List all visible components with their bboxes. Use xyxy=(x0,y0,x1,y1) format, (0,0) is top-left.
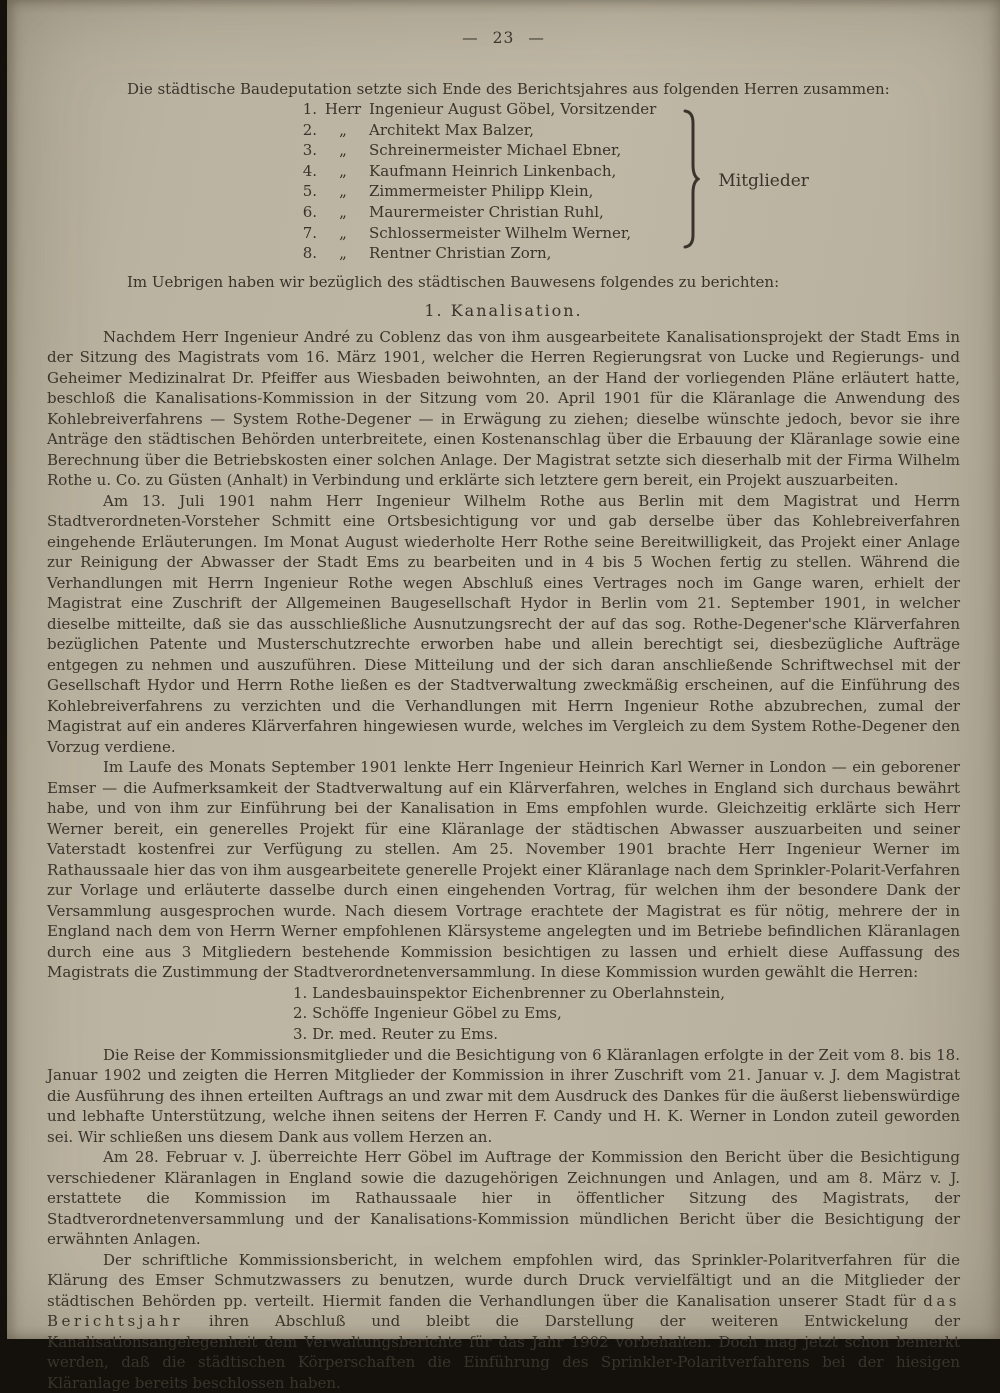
member-prefix: „ xyxy=(339,182,347,201)
paragraph-februar: Am 28. Februar v. J. überreichte Herr Göbel im Auftrage der Kommission den Bericht über die Besichtigung verschiedener Kläranlagen in England sowie die dazugehörigen Zeichnungen und Anlagen, und am 8. März v. J. erstattete die Kommission im Rathaussaale hier in öffentlicher Sitzung des Magistrats, der Stadtverordnetenversammlung und der Kanalisations-Kommission mündlichen Bericht über die Besichtigung der erwähnten Anlagen. xyxy=(47,1148,960,1249)
list-item xyxy=(285,181,656,202)
paragraph-juli: Am 13. Juli 1901 nahm Herr Ingenieur Wilhelm Rothe aus Berlin mit dem Magistrat und Herrn Stadtverordneten-Vorsteher Schmitt eine Ortsbesichtigung vor und gab derselbe über das Kohlebreiverfahren eingehende Erläuterungen. Im Monat August wiederholte Herr Rothe seine Bereitwilligkeit, das Projekt einer Anlage zur Reinigung der Abwasser der Stadt Ems zu bearbeiten und in 4 bis 5 Wochen fertig zu stellen. Während die Verhandlungen mit Herrn Ingenieur Rothe wegen Abschluß eines Vertrages noch im Gange waren, erhielt der Magistrat eine Zuschrift der Allgemeinen Baugesellschaft Hydor in Berlin vom 21. September 1901, in welcher dieselbe mitteilte, daß sie das ausschließliche Ausnutzungsrecht der auf das sog. Rothe-Degener'sche Klärverfahren bezüglichen Patente und Musterschutzrechte erworben habe und allein berechtigt sei, diesbezügliche Aufträge entgegen zu nehmen und auszuführen. Diese Mitteilung und der sich daran anschließende Schriftwechsel mit der Gesellschaft Hydor und Herrn Rothe ließen es der Stadtverwaltung zweckmäßig erscheinen, auf die Einführung des Kohlebreiverfahrens zu verzichten und die Verhandlungen mit Herrn Ingenieur Rothe abzubrechen, zumal der Magistrat auf ein anderes Klärverfahren hingewiesen wurde, welches im Vergleich zu dem System Rothe-Degener den Vorzug verdiene. xyxy=(47,491,960,756)
curly-brace-icon xyxy=(682,109,700,255)
page-number-dash-left: — xyxy=(462,29,479,47)
member-name: Rentner Christian Zorn, xyxy=(369,244,552,263)
member-prefix: „ xyxy=(339,120,347,139)
member-prefix: „ xyxy=(339,202,347,221)
paragraph-bericht-emphasis: das Berichtsjahr xyxy=(47,1291,960,1331)
member-prefix: „ xyxy=(339,161,347,180)
member-number: 6. xyxy=(302,202,317,221)
member-number: 8. xyxy=(302,244,317,263)
member-prefix: Herr xyxy=(324,100,362,118)
list-item xyxy=(285,161,656,182)
section-heading: 1. Kanalisation. xyxy=(424,301,583,321)
members-brace-label: Mitglieder xyxy=(718,171,809,192)
deputation-members-block xyxy=(47,99,960,264)
list-item xyxy=(285,120,656,141)
list-item xyxy=(285,99,656,120)
member-name: Schlossermeister Wilhelm Werner, xyxy=(369,223,632,242)
member-number: 3. xyxy=(302,141,317,160)
member-name: Architekt Max Balzer, xyxy=(369,120,535,139)
page-number-value: 23 xyxy=(492,29,515,47)
scanned-page xyxy=(7,0,1000,1392)
member-prefix: „ xyxy=(339,244,347,263)
list-item: 1. Landesbauinspektor Eichenbrenner zu Oberlahnstein, xyxy=(293,983,726,1002)
list-item: 3. Dr. med. Reuter zu Ems. xyxy=(293,1024,499,1043)
paragraph-bericht-end: ihren Abschluß und bleibt die Darstellung der weiteren Entwickelung der Kanalisationsangelegenheit dem Verwaltungsberichte für das Jahr 1902 vorbehalten. Doch mag jetzt schon bemerkt werden, daß die städtischen Körperschaften die Einführung des Sprinkler-Polaritverfahrens bei der hiesigen Kläranlage bereits beschlossen haben. xyxy=(47,1312,960,1392)
member-number: 7. xyxy=(302,223,317,242)
list-item xyxy=(285,223,656,244)
member-name: Zimmermeister Philipp Klein, xyxy=(369,182,594,201)
members-brace-group xyxy=(682,109,809,255)
member-number: 5. xyxy=(302,182,317,201)
member-number: 4. xyxy=(302,161,317,180)
page-number-dash-right: — xyxy=(528,29,545,47)
paragraph-reise: Die Reise der Kommissionsmitglieder und die Besichtigung von 6 Kläranlagen erfolgte in der Zeit vom 8. bis 18. Januar 1902 und zeigten die Herren Mitglieder der Kommission in ihrer Zuschrift vom 21. Januar v. J. dem Magistrat die Ausführung des ihnen erteilten Auftrags an und zwar mit dem Ausdruck des Dankes für die äußerst liebenswürdige und lebhafte Unterstützung, welche ihnen seitens der Herren F. Candy und H. K. Werner in London zuteil geworden sei. Wir schließen uns diesem Dank aus vollem Herzen an. xyxy=(47,1045,960,1146)
member-number: 1. xyxy=(302,100,317,118)
page-content xyxy=(47,28,960,1393)
transition-sentence: Im Uebrigen haben wir bezüglich des städtischen Bauwesens folgendes zu berichten: xyxy=(127,272,780,291)
member-name: Ingenieur August Göbel, Vorsitzender xyxy=(369,100,657,118)
member-prefix: „ xyxy=(339,223,347,242)
list-item xyxy=(285,243,656,264)
list-item: 2. Schöffe Ingenieur Göbel zu Ems, xyxy=(293,1004,562,1023)
list-item xyxy=(285,202,656,223)
member-name: Kaufmann Heinrich Linkenbach, xyxy=(369,161,617,180)
member-prefix: „ xyxy=(339,141,347,160)
list-item xyxy=(285,140,656,161)
paragraph-bericht-start: Der schriftliche Kommissionsbericht, in welchem empfohlen wird, das Sprinkler-Polaritverfahren für die Klärung des Emser Schmutzwassers zu benutzen, wurde durch Druck vervielfältigt und an die Mitglieder der städtischen Behörden pp. verteilt. Hiermit fanden die Verhandlungen über die Kanalisation unserer Stadt für xyxy=(47,1250,960,1310)
member-name: Schreinermeister Michael Ebner, xyxy=(369,141,622,160)
paragraph-nachdem: Nachdem Herr Ingenieur André zu Coblenz das von ihm ausgearbeitete Kanalisationsprojekt der Stadt Ems in der Sitzung des Magistrats vom 16. März 1901, welcher die Herren Regierungsrat von Lucke und Regierungs- und Geheimer Medizinalrat Dr. Pfeiffer aus Wiesbaden beiwohnten, an der Hand der vorliegenden Pläne erläutert hatte, beschloß die Kanalisations-Kommission in der Sitzung vom 20. April 1901 für die Kläranlage die Anwendung des Kohlebreiverfahrens — System Rothe-Degener — in Erwägung zu ziehen; dieselbe wünschte jedoch, bevor sie ihre Anträge den städtischen Behörden unterbreitete, einen Kostenanschlag über die Erbauung der Kläranlage sowie eine Berechnung über die Betriebskosten einer solchen Anlage. Der Magistrat setzte sich dieserhalb mit der Firma Wilhelm Rothe u. Co. zu Güsten (Anhalt) in Verbindung und erklärte sich letztere gern bereit, ein Projekt auszuarbeiten. xyxy=(47,327,960,490)
paragraph-bericht xyxy=(47,1250,960,1393)
deputation-member-list xyxy=(285,99,656,264)
intro-sentence: Die städtische Baudeputation setzte sich Ende des Berichtsjahres aus folgenden Herren zusammen: xyxy=(127,79,890,98)
member-name: Maurermeister Christian Ruhl, xyxy=(369,202,604,221)
commission-member-list xyxy=(293,983,960,1045)
page-number xyxy=(47,28,960,49)
member-number: 2. xyxy=(302,120,317,139)
paragraph-september: Im Laufe des Monats September 1901 lenkte Herr Ingenieur Heinrich Karl Werner in London — ein geborener Emser — die Aufmerksamkeit der Stadtverwaltung auf ein Klärverfahren, welches in England sich durchaus bewährt habe, und von ihm zur Einführung bei der Kanalisation in Ems empfohlen wurde. Gleichzeitig erklärte sich Herr Werner bereit, ein generelles Projekt für eine Kläranlage der städtischen Abwasser auszuarbeiten und seiner Vaterstadt kostenfrei zur Verfügung zu stellen. Am 25. November 1901 brachte Herr Ingenieur Werner im Rathaussaale hier das von ihm ausgearbeitete generelle Projekt einer Kläranlage nach dem Sprinkler-Polarit-Verfahren zur Vorlage und erläuterte dasselbe durch einen eingehenden Vortrag, für welchen ihm der besondere Dank der Versammlung ausgesprochen wurde. Nach diesem Vortrage erachtete der Magistrat es für nötig, mehrere der in England nach dem von Herrn Werner empfohlenen Klärsysteme angelegten und im Betriebe befindlichen Kläranlagen durch eine aus 3 Mitgliedern bestehende Kommission besichtigen zu lassen und erhielt diese Auffassung des Magistrats die Zustimmung der Stadtverordnetenversammlung. In diese Kommission wurden gewählt die Herren: xyxy=(47,758,960,982)
